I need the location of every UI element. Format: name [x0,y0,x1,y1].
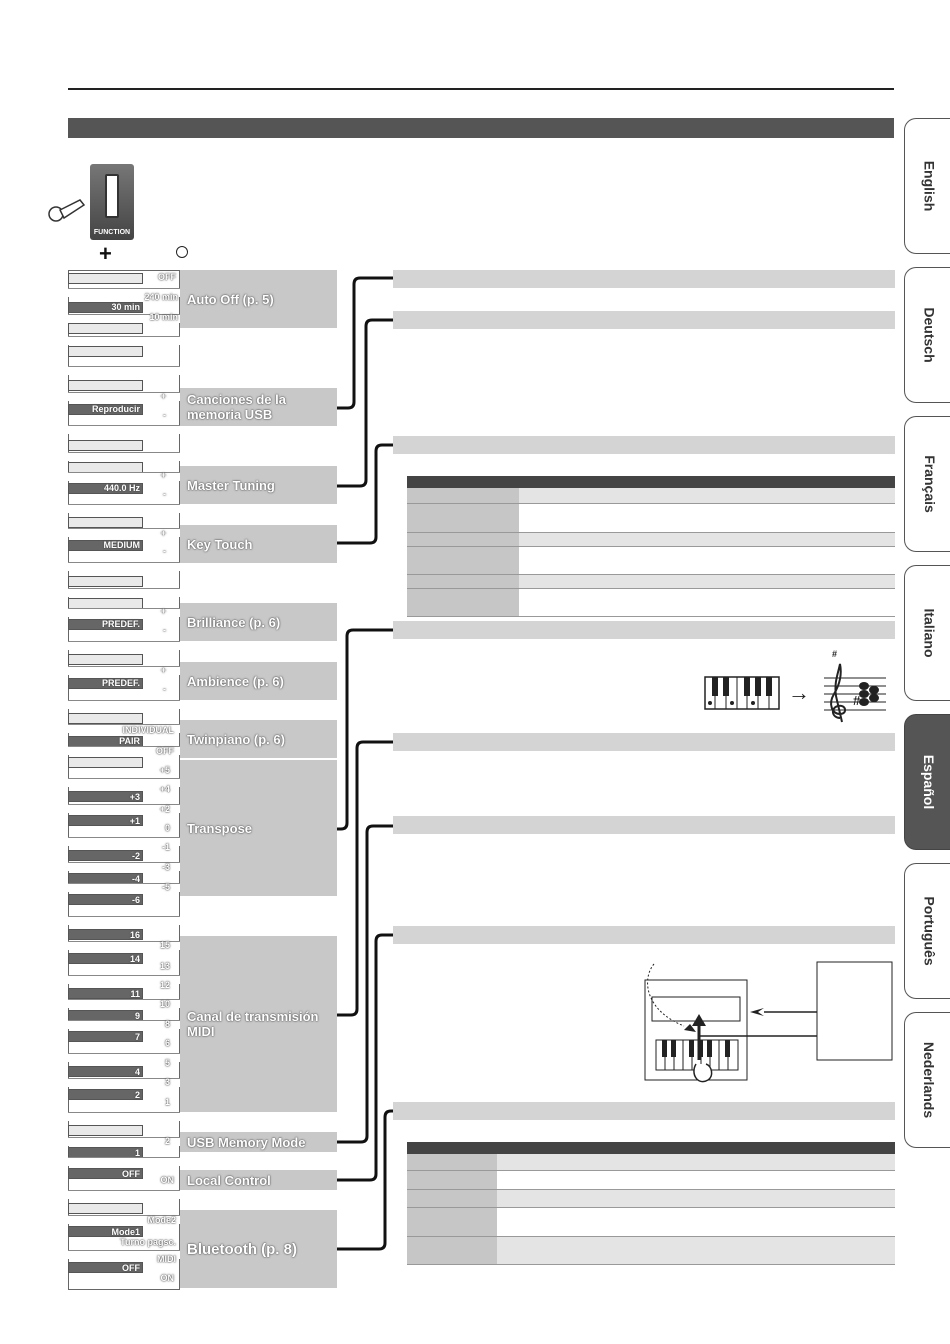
key-black [68,654,143,665]
keyboard-illustration [704,676,780,710]
key-white [68,366,180,375]
tab-portugues-label: Português [921,896,938,966]
key-black [68,1203,143,1214]
key-label-bt-midi: MIDI [157,1254,176,1264]
key-label-ch16: 16 [129,930,140,940]
detail-header-usb-memory-mode [393,816,895,834]
function-master-tuning: Master Tuning [180,466,337,504]
key-label-lc-off: OFF [122,1169,140,1179]
key-label-usbm-2: 2 [164,1136,170,1146]
key-label-ch12: 12 [159,980,170,990]
tab-portugues[interactable] [904,863,950,999]
tab-italiano-label: Italiano [921,608,938,658]
key-white [68,588,180,597]
function-ambience: Ambience (p. 6) [180,662,337,700]
key-black [68,1125,143,1136]
key-label-lc-on: ON [160,1175,174,1185]
table-cell [519,533,895,546]
key-label-am-value: PREDEF. [101,678,140,688]
key-label-mt-value: 440.0 Hz [103,483,140,493]
key-white [68,504,180,513]
tab-espanol-label: Español [921,754,938,810]
table-cell [519,504,895,532]
key-label-br-value: PREDEF. [101,619,140,629]
table-row [407,1171,895,1190]
key-label-am-minus: - [163,684,166,694]
tab-italiano[interactable] [904,565,950,701]
key-label-10min: 10 min [149,312,178,322]
key-label-ch3: 3 [164,1077,170,1087]
key-label-bt-mode2: Mode2 [147,1215,176,1225]
sharp-sign-small: # [832,649,838,659]
tab-english[interactable] [904,118,950,254]
key-label-tr-p3: +3 [129,792,140,802]
key-label-tr-p1: +1 [129,816,140,826]
key-label-tr-p2: +2 [159,804,170,814]
key-label-ch1: 1 [164,1097,170,1107]
tab-francais-label: Français [921,455,938,513]
key-label-pair: PAIR [119,736,140,746]
function-brilliance: Brilliance (p. 6) [180,603,337,641]
key-white [68,700,180,709]
key-black [68,346,143,357]
key-label-tr-m5: -5 [161,882,170,892]
key-label-br-plus: + [160,606,166,616]
table-cell [407,1237,497,1264]
table-cell [407,504,519,532]
detail-header-local-control [393,926,895,944]
key-black [68,323,143,334]
function-button-label: FUNCTION [93,229,131,236]
key-label-kt-plus: + [160,528,166,538]
table-cell [407,1208,497,1236]
bluetooth-table-header [407,1142,895,1154]
key-label-am-plus: + [160,665,166,675]
key-black [68,576,143,587]
tab-espanol[interactable] [904,714,950,850]
function-auto-off: Auto Off (p. 5) [180,270,337,328]
function-bluetooth: Bluetooth (p. 8) [180,1210,337,1288]
key-label-tr-m2: -2 [131,851,140,861]
key-white [68,336,180,345]
function-midi-channel: Canal de transmisión MIDI [180,936,337,1112]
key-label-ch9: 9 [134,1011,140,1021]
key-label-off: OFF [158,272,176,282]
key-black [68,380,143,391]
local-control-diagram [636,960,896,1096]
table-cell [407,533,519,546]
key-label-tr-m1: -1 [161,842,170,852]
transpose-arrow-icon: → [788,680,810,705]
table-row [407,533,895,547]
table-cell [407,575,519,588]
top-rule [68,88,894,90]
table-row [407,504,895,533]
key-label-ch2: 2 [134,1090,140,1100]
key-label-kt-minus: - [163,546,166,556]
key-label-ch13: 13 [159,961,170,971]
table-cell [407,547,519,574]
key-label-tr-m6: -6 [131,895,140,905]
key-label-bt-on: ON [160,1273,174,1283]
key-label-tw-off: OFF [156,746,174,756]
function-transpose: Transpose [180,760,337,896]
table-cell [497,1154,895,1170]
key-label-usb-play: Reproducir [91,404,140,414]
key-label-mt-plus: + [160,470,166,480]
key-label-bt-mode1: Mode1 [111,1227,140,1237]
key-label-tr-p4: +4 [159,784,170,794]
table-cell [519,575,895,588]
key-label-br-minus: - [163,625,166,635]
key-label-ch14: 14 [129,954,140,964]
key-label-tr-p5: +5 [159,765,170,775]
key-touch-table-header [407,476,895,488]
table-cell [407,488,519,503]
key-label-ch11: 11 [130,989,140,999]
detail-header-usb-songs [393,311,895,329]
table-cell [407,1154,497,1170]
table-cell [519,488,895,503]
key-white [68,562,180,571]
section-title-bar [68,118,894,138]
key-white [68,425,180,434]
plus-icon: + [99,241,112,266]
table-cell [497,1237,895,1264]
detail-header-key-touch [393,733,895,751]
button-slot [105,174,119,218]
key-label-ch7: 7 [134,1032,140,1042]
key-label-tr-m4: -4 [131,874,140,884]
table-cell [497,1208,895,1236]
key-white [68,1190,180,1199]
table-row [407,488,895,504]
key-circle-icon [176,246,188,258]
key-label-usb-plus: + [160,391,166,401]
table-row [407,1154,895,1171]
key-label-tr-m3: -3 [161,862,170,872]
table-cell [519,589,895,616]
key-label-240min: 240 min [144,292,178,302]
function-button-icon [90,164,134,240]
tab-nederlands-label: Nederlands [921,1041,938,1119]
key-label-mt-minus: - [163,489,166,499]
key-white [68,916,180,925]
detail-header-transpose [393,621,895,639]
function-usb-songs: Canciones de la memoria USB [180,388,337,426]
table-cell [407,1190,497,1207]
key-label-bt-off: OFF [122,1263,140,1273]
detail-header-master-tuning [393,436,895,454]
key-label-kt-value: MEDIUM [103,540,140,550]
key-label-usbm-1: 1 [134,1148,140,1158]
table-cell [497,1171,895,1189]
key-label-individual: INDIVIDUAL [122,725,174,735]
key-label-ch10: 10 [159,999,170,1009]
table-row [407,1190,895,1208]
detail-header-auto-off [393,270,895,288]
detail-header-bluetooth [393,1102,895,1120]
key-white [68,1157,180,1166]
table-cell [407,589,519,616]
table-row [407,589,895,617]
key-black [68,440,143,451]
key-white [68,641,180,650]
key-label-ch15: 15 [159,940,170,950]
table-row [407,547,895,575]
key-white [68,1112,180,1121]
key-white [68,452,180,461]
key-black [68,517,143,528]
sharp-sign-chord: # [853,693,861,708]
table-cell [497,1190,895,1207]
table-row [407,575,895,589]
tab-deutsch[interactable] [904,267,950,403]
table-row [407,1237,895,1265]
function-twinpiano: Twinpiano (p. 6) [180,720,337,758]
key-label-bt-turn: Turno pagsc. [120,1237,176,1247]
key-label-ch8: 8 [164,1019,170,1029]
key-label-ch6: 6 [164,1038,170,1048]
key-label-usb-minus: - [163,410,166,420]
pressing-finger-icon [46,196,86,224]
key-label-tr-0: 0 [164,823,170,833]
function-usb-memory-mode: USB Memory Mode [180,1132,337,1152]
function-key-touch: Key Touch [180,525,337,563]
key-label-ch5: 5 [164,1058,170,1068]
table-cell [519,547,895,574]
tab-francais[interactable] [904,416,950,552]
key-label-ch4: 4 [134,1067,140,1077]
key-black [68,713,143,724]
table-cell [407,1171,497,1189]
tab-nederlands[interactable] [904,1012,950,1148]
music-staff-icon [818,652,888,728]
tab-deutsch-label: Deutsch [921,307,938,363]
key-label-30min: 30 min [111,302,140,312]
tab-english-label: English [921,160,938,212]
function-local-control: Local Control [180,1170,337,1190]
table-row [407,1208,895,1237]
